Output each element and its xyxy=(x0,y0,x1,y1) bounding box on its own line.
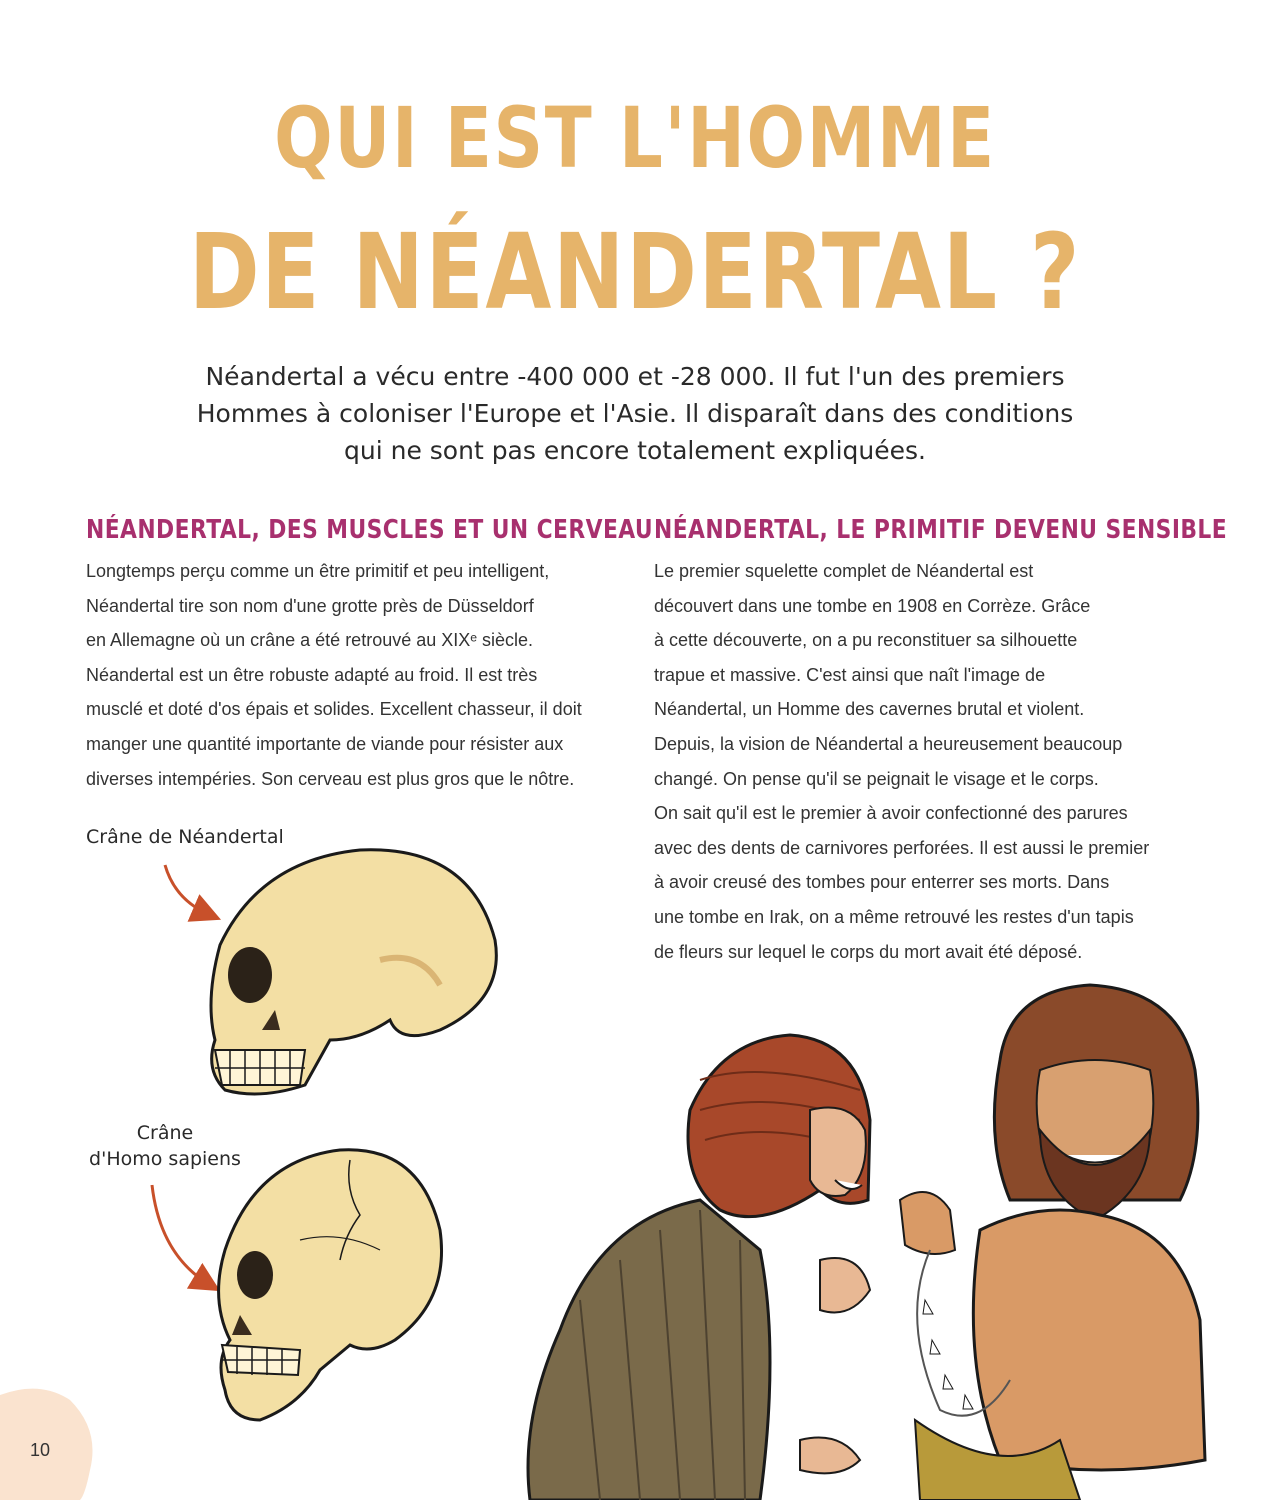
body-line: à avoir creusé des tombes pour enterrer ses morts. Dans xyxy=(654,872,1110,893)
page-title-line-2: DE NÉANDERTAL ? xyxy=(188,211,1082,333)
intro-line: Hommes à coloniser l'Europe et l'Asie. Il disparaît dans des conditions xyxy=(196,399,1074,428)
body-line: Néandertal, un Homme des cavernes brutal et violent. xyxy=(654,699,1085,720)
arrow-to-neandertal-skull xyxy=(165,865,210,915)
page-title-line-1: QUI EST L'HOMME xyxy=(274,89,996,187)
body-line: avec des dents de carnivores perforées. Il est aussi le premier xyxy=(654,837,1150,858)
neandertal-woman-illustration xyxy=(528,1035,870,1500)
body-line: Néandertal est un être robuste adapté au froid. Il est très xyxy=(86,664,538,685)
caption-line: d'Homo sapiens xyxy=(89,1148,241,1170)
body-line: manger une quantité importante de viande pour résister aux xyxy=(86,733,564,754)
body-line: Le premier squelette complet de Néandertal est xyxy=(654,561,1034,581)
body-line: diverses intempéries. Son cerveau est plus gros que le nôtre. xyxy=(86,768,575,789)
neandertal-skull-illustration xyxy=(211,850,496,1094)
body-line: à cette découverte, on a pu reconstituer sa silhouette xyxy=(654,630,1078,651)
body-line: trapue et massive. C'est ainsi que naît l'image de xyxy=(654,664,1046,685)
body-line: en Allemagne où un crâne a été retrouvé au XIXᵉ siècle. xyxy=(86,630,533,651)
caption-line: Crâne xyxy=(136,1122,194,1144)
body-line: de fleurs sur lequel le corps du mort avait été déposé. xyxy=(654,941,1083,962)
right-section-heading: NÉANDERTAL, LE PRIMITIF DEVENU SENSIBLE xyxy=(654,515,1228,545)
sapiens-skull-illustration xyxy=(219,1150,442,1420)
body-line: une tombe en Irak, on a même retrouvé les restes d'un tapis xyxy=(654,906,1134,927)
body-line: On sait qu'il est le premier à avoir confectionné des parures xyxy=(654,803,1128,824)
page-number: 10 xyxy=(30,1440,51,1460)
body-line: découvert dans une tombe en 1908 en Corrèze. Grâce xyxy=(654,595,1091,616)
body-line: musclé et doté d'os épais et solides. Excellent chasseur, il doit xyxy=(86,699,582,720)
intro-line: Néandertal a vécu entre -400 000 et -28 000. Il fut l'un des premiers xyxy=(205,362,1065,391)
arrow-to-sapiens-skull xyxy=(152,1185,210,1285)
body-line: Longtemps perçu comme un être primitif et peu intelligent, xyxy=(86,561,550,581)
left-section-heading: NÉANDERTAL, DES MUSCLES ET UN CERVEAU xyxy=(86,515,654,545)
body-line: Néandertal tire son nom d'une grotte près de Düsseldorf xyxy=(86,595,534,616)
body-line: Depuis, la vision de Néandertal a heureusement beaucoup xyxy=(654,733,1123,754)
neandertal-skull-caption: Crâne de Néandertal xyxy=(86,826,284,848)
intro-line: qui ne sont pas encore totalement expliquées. xyxy=(344,436,926,465)
neandertal-man-illustration xyxy=(900,985,1205,1500)
body-line: changé. On pense qu'il se peignait le visage et le corps. xyxy=(654,768,1099,789)
